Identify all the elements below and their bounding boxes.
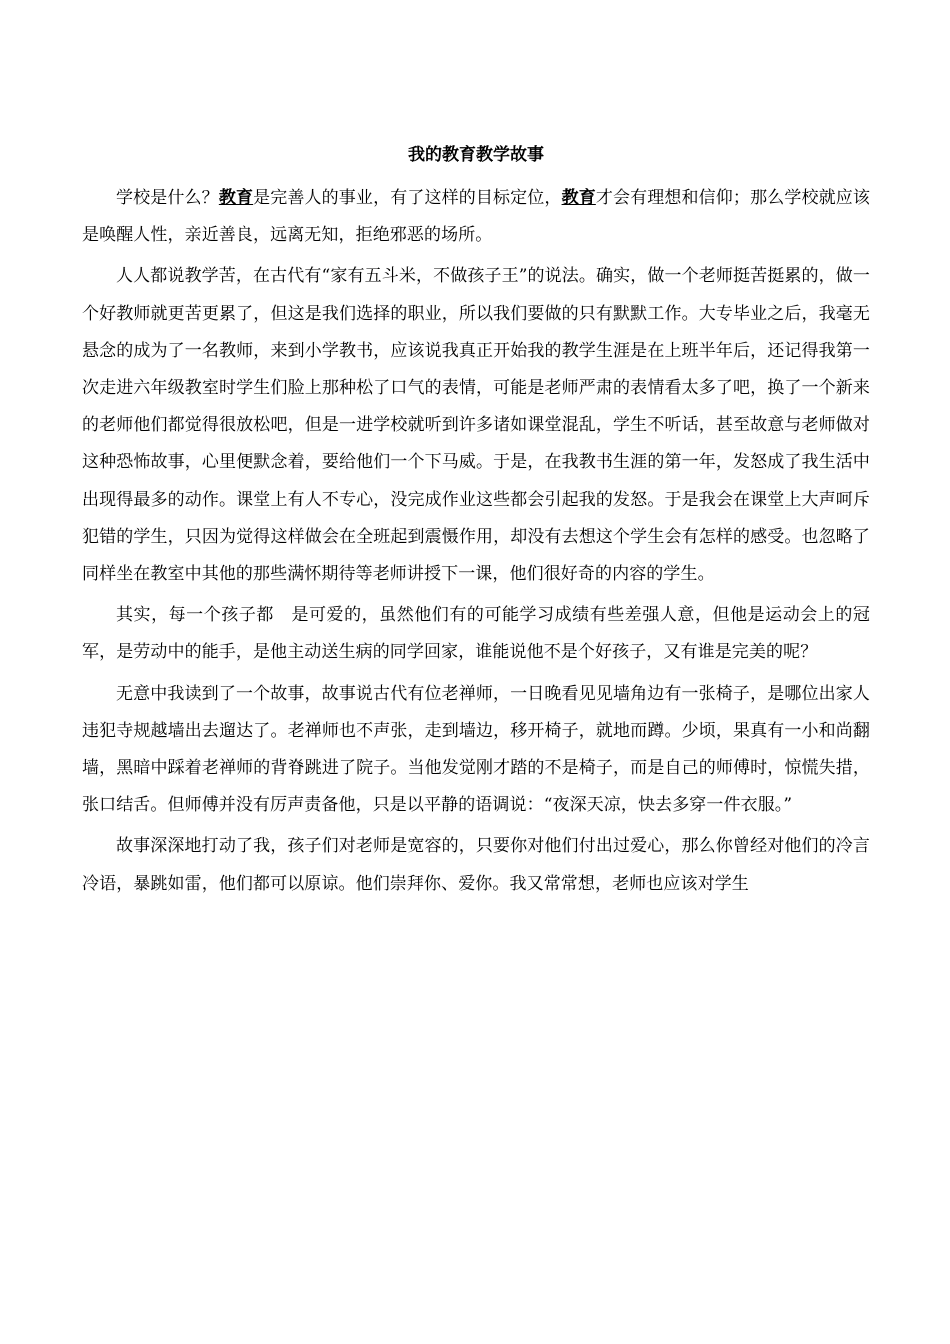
paragraph-2: 人人都说教学苦，在古代有“家有五斗米，不做孩子王”的说法。确实，做一个老师挺苦挺累的，做一个好教师就更苦更累了，但这是我们选择的职业，所以我们要做的只有默默工作。大专毕业之后，我毫无悬念的成为了一名教师，来到小学教书，应该说我真正开始我的教学生涯是在上班半年后，还记得我第一次走进六年级教室时学生们脸上那种松了口气的表情，可能是老师严肃的表情看太多了吧，换了一个新来的老师他们都觉得很放松吧，但是一进学校就听到许多诸如课堂混乱，学生不听话，甚至故意与老师做对这种恐怖故事，心里便默念着，要给他们一个下马威。于是，在我教书生涯的第一年，发怒成了我生活中出现得最多的动作。课堂上有人不专心，没完成作业这些都会引起我的发怒。于是我会在课堂上大声呵斥犯错的学生，只因为觉得这样做会在全班起到震慑作用，却没有去想这个学生会有怎样的感受。也忽略了同样坐在教室中其他的那些满怀期待等老师讲授下一课，他们很好奇的内容的学生。 [82,266,870,585]
paragraph-1-part-c: 才会有理想和信仰；那么学校就应该是唤醒人性，亲近善良，远离无知，拒绝邪恶的场所。 [82,188,870,246]
paragraph-4: 无意中我读到了一个故事，故事说古代有位老禅师，一日晚看见见墙角边有一张椅子，是哪位出家人违犯寺规越墙出去遛达了。老禅师也不声张，走到墙边，移开椅子，就地而蹲。少顷，果真有一小和尚翻墙，黑暗中踩着老禅师的背脊跳进了院子。当他发觉刚才踏的不是椅子，而是自己的师傅时，惊慌失措，张口结舌。但师傅并没有厉声责备他，只是以平静的语调说：“夜深天凉，快去多穿一件衣服。” [82,683,870,816]
keyword-education-1: 教育 [218,188,254,208]
paragraph-1 [82,180,870,254]
document-page [82,140,870,907]
paragraph-5: 故事深深地打动了我，孩子们对老师是宽容的，只要你对他们付出过爱心，那么你曾经对他们的冷言冷语，暴跳如雷，他们都可以原谅。他们崇拜你、爱你。我又常常想，老师也应该对学生 [82,836,870,894]
document-title: 我的教育教学故事 [408,145,544,165]
keyword-education-2: 教育 [561,188,596,208]
paragraph-1-part-b: 是完善人的事业，有了这样的目标定位， [253,188,562,208]
paragraph-3: 其实，每一个孩子都 是可爱的，虽然他们有的可能学习成绩有些差强人意，但他是运动会上的冠军，是劳动中的能手，是他主动送生病的同学回家，谁能说他不是个好孩子，又有谁是完美的呢？ [82,605,870,663]
paragraph-1-part-a: 学校是什么？ [116,188,219,208]
